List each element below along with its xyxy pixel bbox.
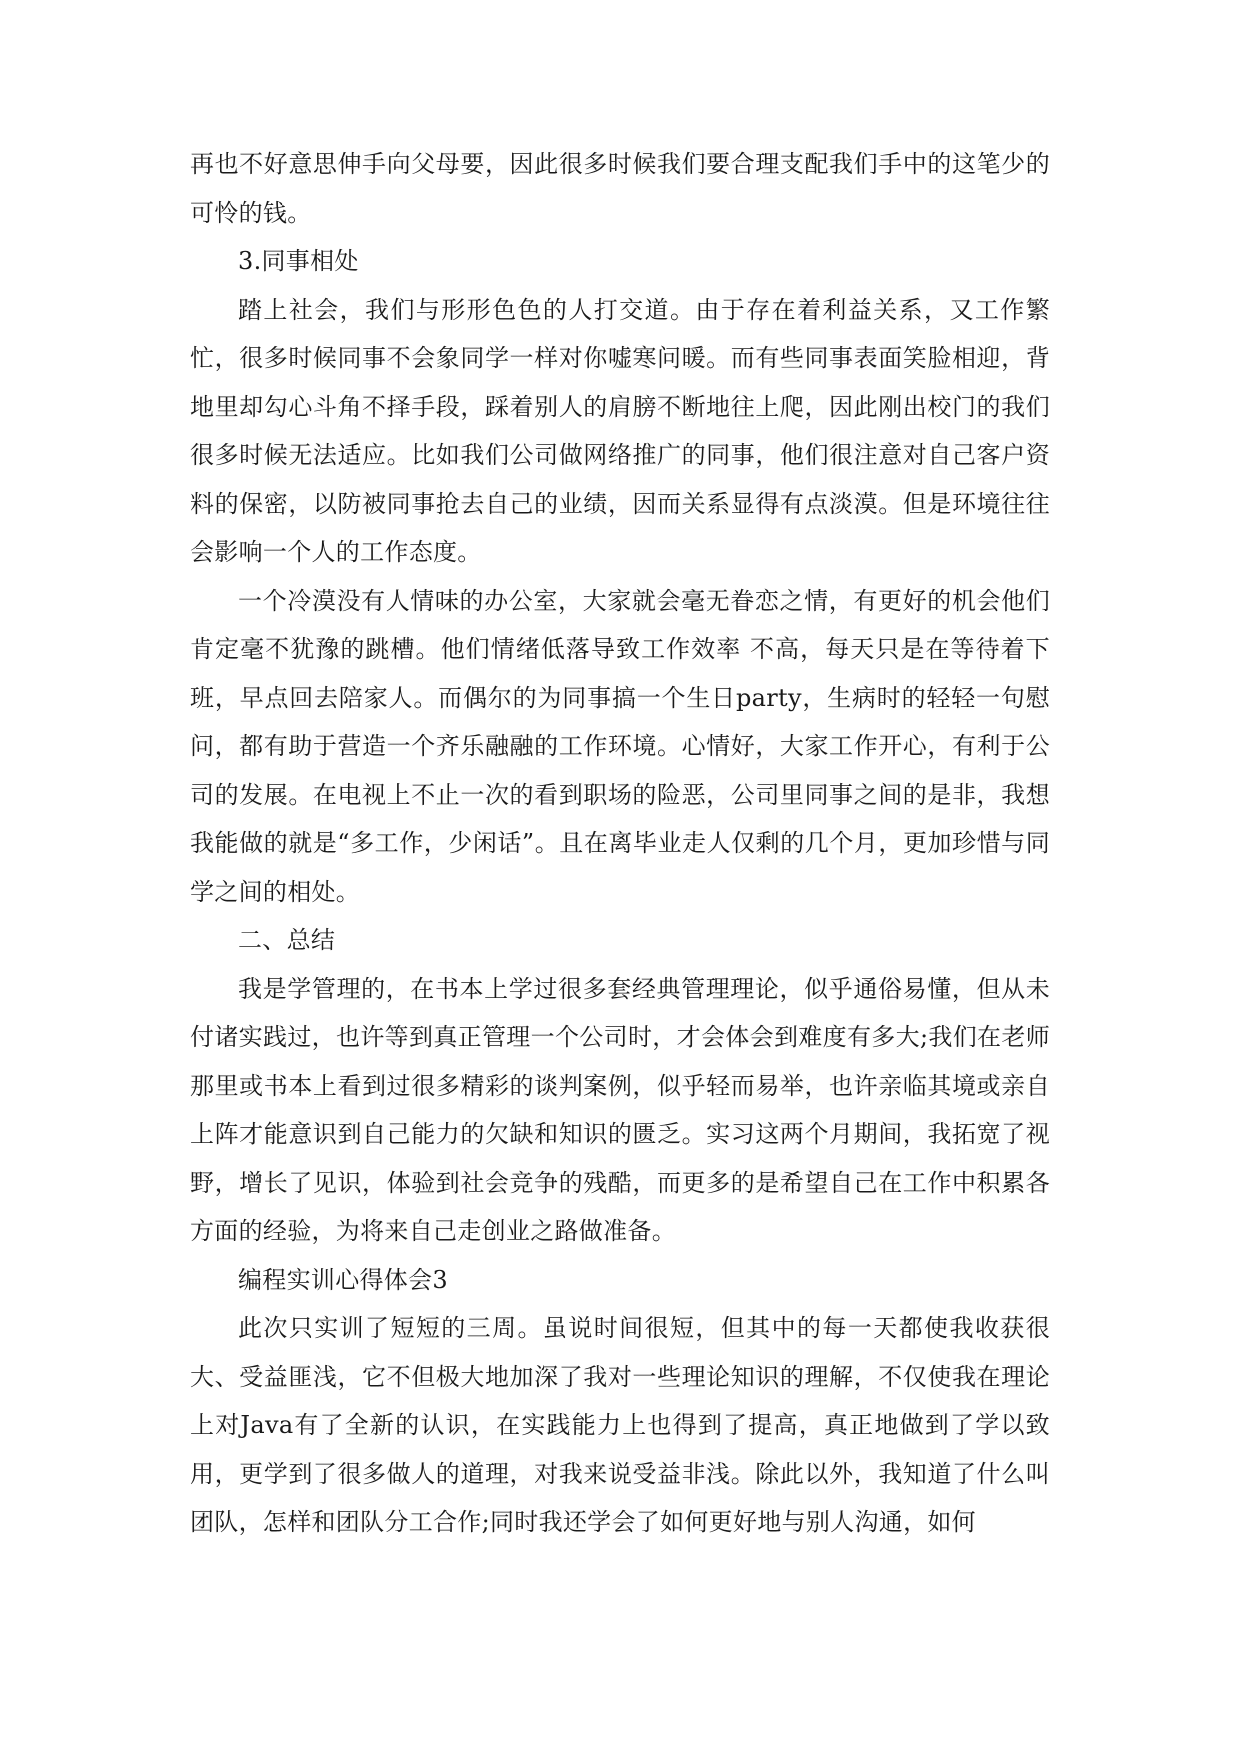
document-body [190, 140, 1050, 1547]
heading-summary: 二、总结 [238, 926, 336, 954]
paragraph-office: 一个冷漠没有人情味的办公室，大家就会毫无眷恋之情，有更好的机会他们肯定毫不犹豫的跳槽。他们情绪低落导致工作效率 不高，每天只是在等待着下班，早点回去陪家人。而偶尔的为同事搞一个生日party，生病时的轻轻一句慰问，都有助于营造一个齐乐融融的工作环境。心情好，大家工作开心，有利于公司的发展。在电视上不止一次的看到职场的险恶，公司里同事之间的是非，我想我能做的就是“多工作，少闲话”。且在离毕业走人仅剩的几个月，更加珍惜与同学之间的相处。 [190, 586, 1050, 906]
paragraph-training: 此次只实训了短短的三周。虽说时间很短，但其中的每一天都使我收获很大、受益匪浅，它不但极大地加深了我对一些理论知识的理解，不仅使我在理论上对Java有了全新的认识，在实践能力上也得到了提高，真正地做到了学以致用，更学到了很多做人的道理，对我来说受益非浅。除此以外，我知道了什么叫团队，怎样和团队分工合作;同时我还学会了如何更好地与别人沟通，如何 [190, 1314, 1050, 1536]
paragraph-society: 踏上社会，我们与形形色色的人打交道。由于存在着利益关系，又工作繁忙，很多时候同事不会象同学一样对你嘘寒问暖。而有些同事表面笑脸相迎，背地里却勾心斗角不择手段，踩着别人的肩膀不断地往上爬，因此刚出校门的我们很多时候无法适应。比如我们公司做网络推广的同事，他们很注意对自己客户资料的保密，以防被同事抢去自己的业绩，因而关系显得有点淡漠。但是环境往往会影响一个人的工作态度。 [190, 295, 1050, 566]
paragraph-money: 再也不好意思伸手向父母要，因此很多时候我们要合理支配我们手中的这笔少的可怜的钱。 [190, 150, 1050, 227]
heading-colleagues: 3.同事相处 [238, 247, 359, 275]
heading-programming-training: 编程实训心得体会3 [238, 1265, 448, 1294]
paragraph-management: 我是学管理的，在书本上学过很多套经典管理理论，似乎通俗易懂，但从未付诸实践过，也许等到真正管理一个公司时，才会体会到难度有多大;我们在老师那里或书本上看到过很多精彩的谈判案例，似乎轻而易举，也许亲临其境或亲自上阵才能意识到自己能力的欠缺和知识的匮乏。实习这两个月期间，我拓宽了视野，增长了见识，体验到社会竞争的残酷，而更多的是希望自己在工作中积累各方面的经验，为将来自己走创业之路做准备。 [190, 974, 1050, 1245]
